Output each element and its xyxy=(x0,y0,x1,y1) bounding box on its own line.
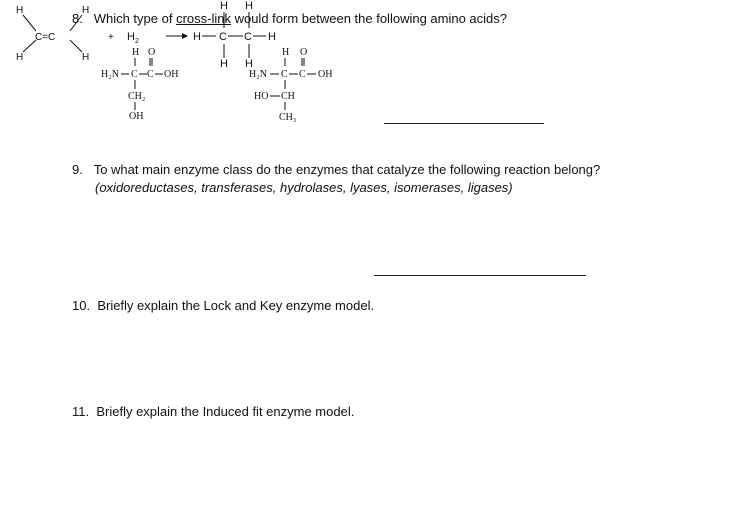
question-9 xyxy=(72,162,600,177)
atom-oh: OH xyxy=(318,69,333,80)
atom-c: C xyxy=(244,31,252,43)
atom-h: H xyxy=(82,5,90,16)
atom-h2n: H₂N xyxy=(249,69,267,80)
atom-h: H xyxy=(193,31,201,43)
answer-line-q9[interactable] xyxy=(374,275,586,276)
group-ch2: CH₂ xyxy=(128,91,146,102)
group-ho: HO xyxy=(254,91,269,102)
atom-c: C xyxy=(281,69,288,80)
cross-link-link[interactable]: cross-link xyxy=(176,11,231,26)
amino-acid-threonine-structure xyxy=(244,44,364,124)
atom-oh: OH xyxy=(164,69,179,80)
hydrogen-molecule: $H_2$ xyxy=(127,31,139,45)
atom-c: C xyxy=(147,69,154,80)
question-text: To what main enzyme class do the enzymes that catalyze the following reaction belong? xyxy=(93,162,601,177)
atom-h: H xyxy=(220,58,228,70)
group-oh: OH xyxy=(129,111,144,122)
group-ch3: CH₃ xyxy=(279,112,297,123)
enzyme-class-options: (oxidoreductases, transferases, hydrolases, lyases, isomerases, ligases) xyxy=(95,180,513,195)
atom-h2n: H₂N xyxy=(101,69,119,80)
question-8 xyxy=(72,11,507,26)
atom-h: H xyxy=(16,52,24,63)
double-bond-carbons: C=C xyxy=(35,32,56,43)
atom-h: H xyxy=(220,0,228,12)
atom-h: H xyxy=(132,47,140,58)
atom-h: H xyxy=(82,52,90,63)
atom-c: C xyxy=(219,31,227,43)
question-11 xyxy=(72,404,354,419)
plus-sign: + xyxy=(108,32,114,43)
question-text: Which type of xyxy=(93,11,177,26)
atom-c: C xyxy=(299,69,306,80)
atom-c: C xyxy=(131,69,138,80)
question-number: 8. xyxy=(72,11,83,26)
atom-h: H xyxy=(245,58,253,70)
question-number: 9. xyxy=(72,162,83,177)
atom-h: H xyxy=(245,0,253,12)
atom-h: H xyxy=(16,5,24,16)
atom-h: H xyxy=(268,31,276,43)
question-number: 10. xyxy=(72,298,91,313)
amino-acid-serine-structure xyxy=(95,44,205,124)
question-10 xyxy=(72,298,374,313)
question-number: 11. xyxy=(72,404,90,419)
question-text-end: would form between the following amino acids? xyxy=(230,11,508,26)
atom-h: H xyxy=(282,47,290,58)
atom-o: O xyxy=(300,47,308,58)
question-text: Briefly explain the Lock and Key enzyme model. xyxy=(97,298,375,313)
answer-line-q8[interactable] xyxy=(384,123,544,124)
group-ch: CH xyxy=(281,91,295,102)
atom-o: O xyxy=(148,47,156,58)
question-text: Briefly explain the Induced fit enzyme model. xyxy=(96,404,355,419)
